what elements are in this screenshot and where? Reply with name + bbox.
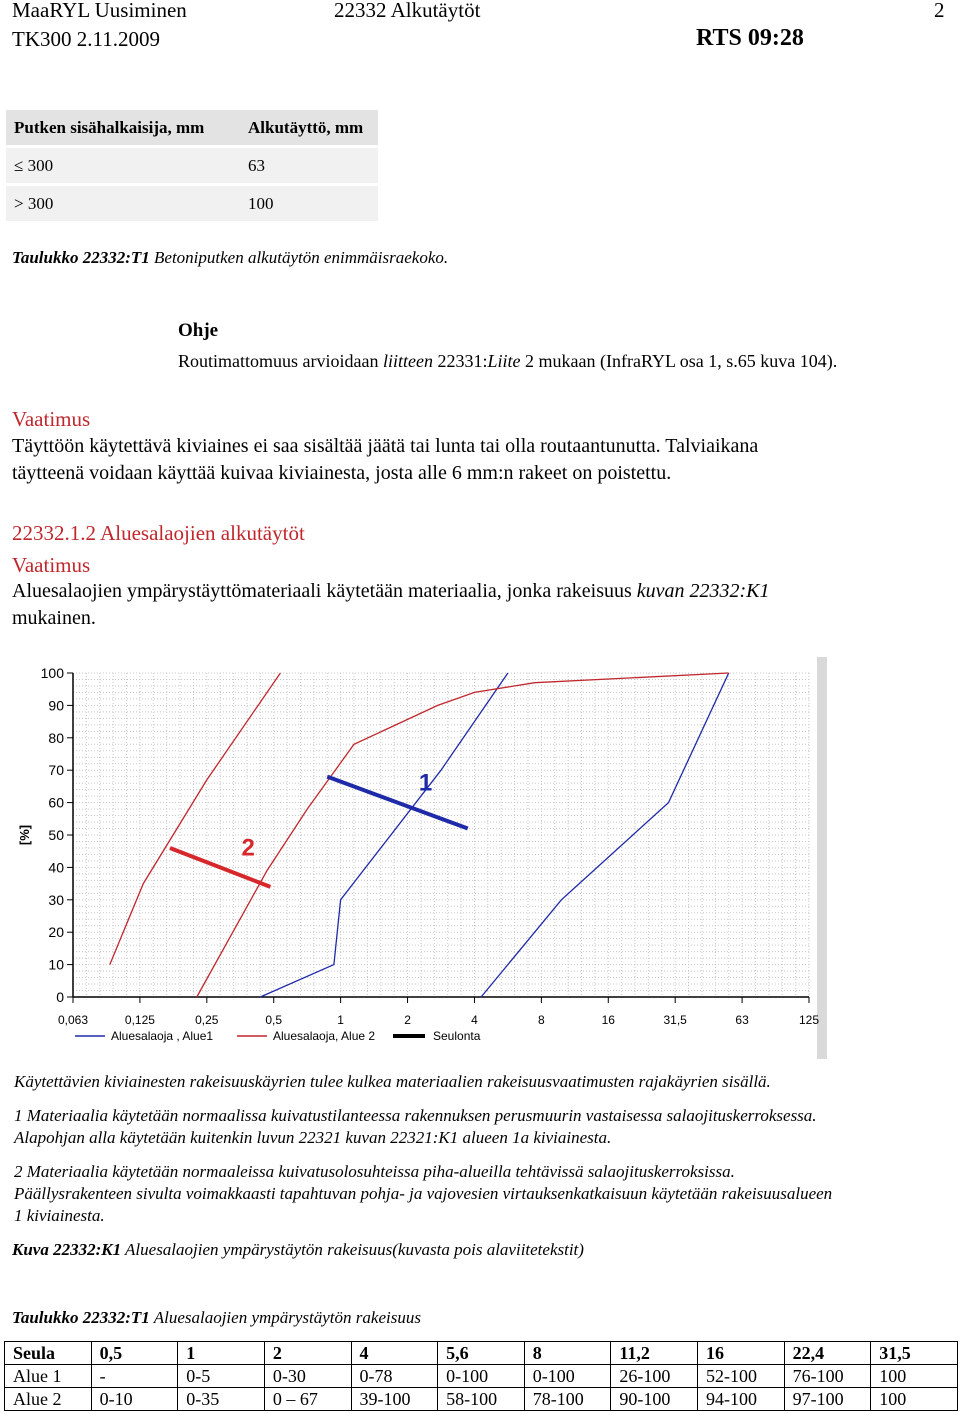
x-tick-label: 16 [601,1013,615,1027]
section-text-line: mukainen. [12,607,96,629]
ohje-part: 2 mukaan (InfraRYL osa 1, s.65 kuva 104). [520,351,838,371]
caption-text: Aluesalaojien ympärystäytön rakeisuus(kuvasta pois alaviitetekstit) [121,1240,584,1259]
vaatimus-text-line: täytteenä voidaan käyttää kuivaa kiviainesta, josta alle 6 mm:n rakeet on poistettu. [12,462,672,484]
table-cell: 58-100 [438,1388,525,1411]
chart-side-strip [817,657,827,1059]
x-tick-label: 1 [337,1013,344,1027]
table-row [6,148,378,183]
y-tick-label: 80 [48,729,64,746]
table-cell: 8 [524,1342,611,1365]
table-cell: 52-100 [698,1365,785,1388]
grading-table [4,1341,958,1411]
table-cell: 90-100 [611,1388,698,1411]
x-tick-label: 4 [471,1013,478,1027]
table-cell: 100 [240,186,378,221]
table-cell: 39-100 [351,1388,438,1411]
table-cell: 76-100 [784,1365,871,1388]
legend-label: Seulonta [433,1029,481,1043]
x-tick-label: 63 [735,1013,749,1027]
grain-size-chart [11,657,827,1059]
header-section: 22332 Alkutäytöt [334,0,481,22]
caption-label: Taulukko 22332:T1 [12,1308,150,1327]
y-tick-label: 30 [48,891,64,908]
vaatimus-title: Vaatimus [12,407,91,431]
legend-label: Aluesalaoja, Alue 2 [273,1029,376,1043]
table-row [6,186,378,221]
section-text-part: Aluesalaojien ympärystäyttömateriaali käytetään materiaalia, jonka rakeisuus [12,580,637,602]
table-cell: 94-100 [698,1388,785,1411]
series-line [260,673,508,997]
table-cell: 16 [698,1342,785,1365]
table-cell: 0,5 [91,1342,178,1365]
table-cell: 100 [871,1388,958,1411]
table-cell: 78-100 [524,1388,611,1411]
table-cell: ≤ 300 [6,148,240,183]
ohje-title: Ohje [178,320,219,341]
table-cell: 0 – 67 [264,1388,351,1411]
legend-label: Aluesalaoja , Alue1 [111,1029,214,1043]
figure-note: Alapohjan alla käytetään kuitenkin luvun 22321 kuvan 22321:K1 alueen 1a kiviainesta. [14,1128,612,1147]
y-tick-label: 100 [40,665,64,681]
ohje-part: liitteen [382,351,433,371]
table-cell: > 300 [6,186,240,221]
x-tick-label: 0,25 [195,1013,219,1027]
table-header-cell: Alkutäyttö, mm [240,110,378,145]
table-cell: 2 [264,1342,351,1365]
y-tick-label: 90 [48,697,64,714]
y-tick-label: 60 [48,794,64,811]
table-cell: 1 [178,1342,265,1365]
figure-caption [12,1240,584,1260]
table1-caption [12,248,448,268]
x-tick-label: 2 [404,1013,411,1027]
y-tick-label: 50 [48,827,64,843]
table-header-row [5,1342,958,1365]
chart-svg [11,657,827,1059]
caption-label: Kuva 22332:K1 [12,1240,122,1259]
zone-marker-label: 1 [418,769,433,797]
y-axis-label: [%] [17,824,32,846]
table-cell: Alue 1 [5,1365,92,1388]
table-cell: 22,4 [784,1342,871,1365]
table-cell: 0-35 [178,1388,265,1411]
x-tick-label: 125 [798,1013,820,1027]
table-cell: Seula [5,1342,92,1365]
y-tick-label: 70 [48,762,64,779]
table2-caption [12,1308,421,1328]
zone-marker-label: 2 [241,834,255,862]
x-tick-label: 0,125 [124,1013,155,1027]
table-header-cell: Putken sisähalkaisija, mm [6,110,240,145]
section-text-line [12,580,770,603]
table-cell: 5,6 [438,1342,525,1365]
y-tick-label: 10 [48,956,64,973]
y-tick-label: 0 [56,989,64,1005]
x-tick-label: 8 [538,1013,545,1027]
table-cell: 31,5 [871,1342,958,1365]
caption-text: Betoniputken alkutäytön enimmäisraekoko. [149,248,449,267]
figure-note: 1 Materiaalia käytetään normaalissa kuivatustilanteessa rakennuksen perusmuurin vastaisessa salaojituskerroksessa. [14,1106,817,1125]
table-cell: 11,2 [611,1342,698,1365]
table-cell: 4 [351,1342,438,1365]
figure-note: 2 Materiaalia käytetään normaaleissa kuivatusolosuhteissa piha-alueilla tehtävissä salaojituskerroksissa. [14,1162,735,1181]
table-cell: 0-30 [264,1365,351,1388]
y-tick-label: 20 [48,924,64,941]
series-line [110,673,281,965]
figure-note: Käytettävien kiviainesten rakeisuuskäyrien tulee kulkea materiaalien rakeisuusvaatimusten rajakäyrien sisällä. [14,1072,771,1091]
caption-text: Aluesalaojien ympärystäytön rakeisuus [149,1308,421,1327]
y-tick-label: 40 [48,859,64,876]
vaatimus-text-line: Täyttöön käytettävä kiviaines ei saa sisältää jäätä tai lunta tai olla routaantunutta. Talviaikana [12,435,759,457]
table-cell: Alue 2 [5,1388,92,1411]
header-page-number: 2 [934,0,945,22]
table-row [5,1388,958,1411]
table-header-row [6,110,378,145]
zone-marker-line [327,777,468,829]
caption-label: Taulukko 22332:T1 [12,248,150,267]
table-cell: 100 [871,1365,958,1388]
x-tick-label: 31,5 [663,1013,687,1027]
table-cell: 0-10 [91,1388,178,1411]
pipe-fill-table [6,107,378,224]
header-doc-id: TK300 2.11.2009 [12,27,160,51]
vaatimus-title: Vaatimus [12,553,91,577]
table-cell: 0-100 [438,1365,525,1388]
figure-note: 1 kiviainesta. [14,1206,105,1225]
table-cell: - [91,1365,178,1388]
table-cell: 26-100 [611,1365,698,1388]
table-row [5,1365,958,1388]
figure-reference: kuvan 22332:K1 [636,580,770,602]
table-cell: 0-100 [524,1365,611,1388]
table-cell: 0-78 [351,1365,438,1388]
ohje-part: 22331: [432,351,488,371]
ohje-part: Liite [487,351,521,371]
header-rts-code: RTS 09:28 [696,25,804,51]
section-heading: 22332.1.2 Aluesalaojien alkutäytöt [12,521,305,545]
table-cell: 0-5 [178,1365,265,1388]
header-doc-name: MaaRYL Uusiminen [12,0,187,22]
table-cell: 97-100 [784,1388,871,1411]
x-tick-label: 0,063 [57,1013,89,1027]
ohje-part: Routimattomuus arvioidaan [178,351,383,371]
ohje-text [178,351,837,372]
x-tick-label: 0,5 [265,1013,283,1027]
figure-note: Päällysrakenteen sivulta voimakkaasti tapahtuvan pohja- ja vajovesien virtauksenkatkaisuun käytetään rakeisuusalueen [14,1184,833,1203]
table-cell: 63 [240,148,378,183]
